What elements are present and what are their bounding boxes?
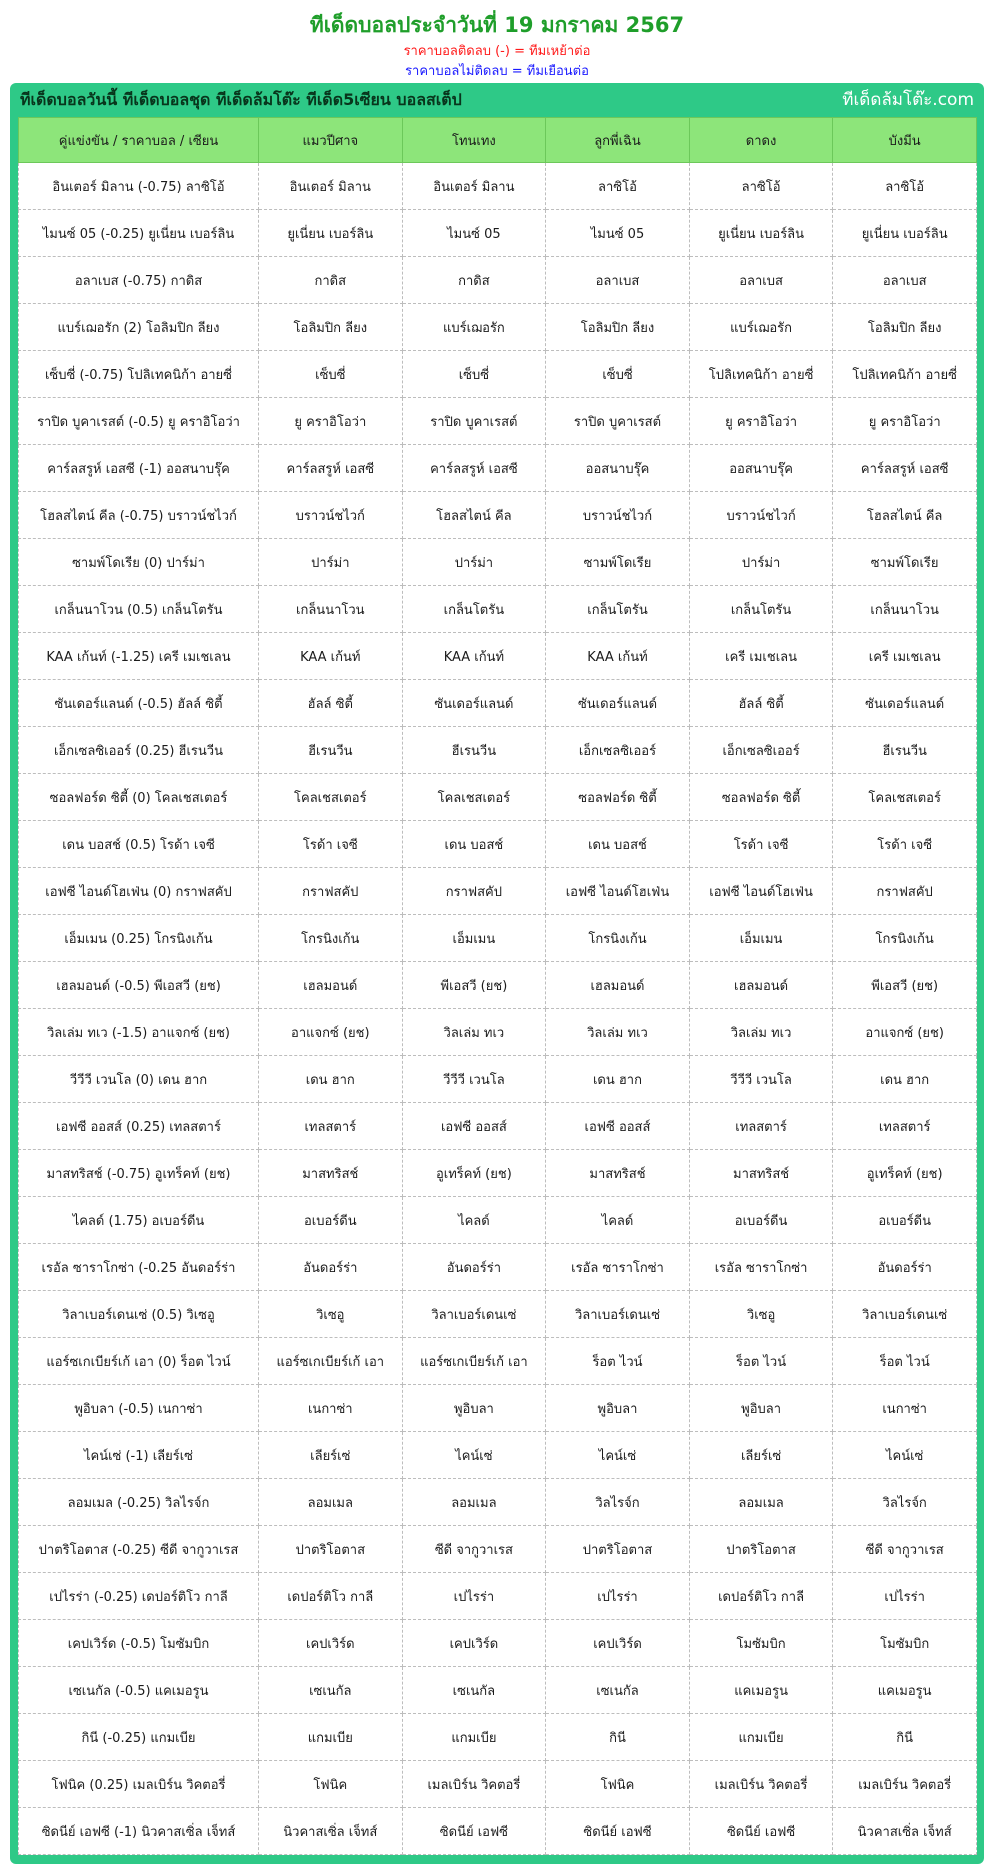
pick-cell: เมลเบิร์น วิคตอรี่ <box>833 1761 977 1808</box>
table-row <box>19 633 977 680</box>
pick-cell: เลียร์เซ่ <box>689 1432 833 1479</box>
pick-cell: เซเนกัล <box>259 1667 403 1714</box>
table-row <box>19 1009 977 1056</box>
pick-cell: อันดอร์ร่า <box>402 1244 546 1291</box>
pick-cell: ร็อต ไวน์ <box>689 1338 833 1385</box>
pick-cell: ปาร์ม่า <box>689 539 833 586</box>
pick-cell: ลอมเมล <box>259 1479 403 1526</box>
pick-cell: โฟนิค <box>546 1761 690 1808</box>
pick-cell: วิลเล่ม ทเว <box>402 1009 546 1056</box>
match-cell: คาร์ลสรูห์ เอสซี (-1) ออสนาบรุ๊ค <box>19 445 259 492</box>
pick-cell: ซิดนีย์ เอฟซี <box>689 1808 833 1855</box>
pick-cell: กราฟสคัป <box>259 868 403 915</box>
table-row <box>19 680 977 727</box>
match-cell: ซอลฟอร์ด ซิตี้ (0) โคลเชสเตอร์ <box>19 774 259 821</box>
pick-cell: วีวีวี เวนโล <box>402 1056 546 1103</box>
pick-cell: โกรนิงเก้น <box>546 915 690 962</box>
pick-cell: เนกาซ่า <box>833 1385 977 1432</box>
pick-cell: ไมนซ์ 05 <box>546 210 690 257</box>
pick-cell: วิลเล่ม ทเว <box>689 1009 833 1056</box>
table-row <box>19 962 977 1009</box>
pick-cell: เกล็นนาโวน <box>833 586 977 633</box>
match-cell: เกล็นนาโวน (0.5) เกล็นโตรัน <box>19 586 259 633</box>
pick-cell: พูอิบลา <box>402 1385 546 1432</box>
pick-cell: เกล็นโตรัน <box>689 586 833 633</box>
pick-cell: เซ็บซี่ <box>259 351 403 398</box>
match-cell: เอ็กเซลซิเออร์ (0.25) ฮีเรนวีน <box>19 727 259 774</box>
pick-cell: กราฟสคัป <box>402 868 546 915</box>
pick-cell: เอ็กเซลซิเออร์ <box>546 727 690 774</box>
match-cell: โฟนิค (0.25) เมลเบิร์น วิคตอรี่ <box>19 1761 259 1808</box>
pick-cell: เคปเวิร์ด <box>546 1620 690 1667</box>
pick-cell: โมซัมบิก <box>833 1620 977 1667</box>
pick-cell: เทลสตาร์ <box>689 1103 833 1150</box>
table-row <box>19 163 977 210</box>
pick-cell: กราฟสคัป <box>833 868 977 915</box>
pick-cell: บราวน์ชไวก์ <box>546 492 690 539</box>
pick-cell: เกล็นโตรัน <box>402 586 546 633</box>
pick-cell: เมลเบิร์น วิคตอรี่ <box>402 1761 546 1808</box>
pick-cell: เอฟซี ไอนด์โฮเฟ่น <box>689 868 833 915</box>
match-cell: มาสทริสช์ (-0.75) อูเทร็คท์ (ยช) <box>19 1150 259 1197</box>
pick-cell: ยู คราอิโอว่า <box>689 398 833 445</box>
table-row <box>19 1338 977 1385</box>
match-cell: เคปเวิร์ด (-0.5) โมซัมบิก <box>19 1620 259 1667</box>
pick-cell: ราปิด บูคาเรสต์ <box>402 398 546 445</box>
pick-cell: ไคน์เซ่ <box>833 1432 977 1479</box>
pick-cell: ลาซิโอ้ <box>546 163 690 210</box>
pick-cell: พีเอสวี (ยช) <box>833 962 977 1009</box>
table-row <box>19 210 977 257</box>
pick-cell: อันดอร์ร่า <box>259 1244 403 1291</box>
tips-panel <box>10 83 984 1864</box>
pick-cell: พูอิบลา <box>689 1385 833 1432</box>
match-cell: เซเนกัล (-0.5) แคเมอรูน <box>19 1667 259 1714</box>
pick-cell: วิลไรจ์ก <box>833 1479 977 1526</box>
pick-cell: โกรนิงเก้น <box>259 915 403 962</box>
pick-cell: วิลาเบอร์เดนเซ่ <box>833 1291 977 1338</box>
pick-cell: นิวคาสเซิ่ล เจ็ทส์ <box>833 1808 977 1855</box>
table-row <box>19 1761 977 1808</box>
column-header-tipster: โทนเทง <box>402 118 546 163</box>
pick-cell: ยูเนี่ยน เบอร์ลิน <box>689 210 833 257</box>
pick-cell: บราวน์ชไวก์ <box>689 492 833 539</box>
pick-cell: อันดอร์ร่า <box>833 1244 977 1291</box>
match-cell: เอฟซี ออสส์ (0.25) เทลสตาร์ <box>19 1103 259 1150</box>
pick-cell: เอฟซี ออสส์ <box>546 1103 690 1150</box>
tips-table <box>18 117 977 1855</box>
pick-cell: เฮลมอนด์ <box>689 962 833 1009</box>
pick-cell: ซันเดอร์แลนด์ <box>402 680 546 727</box>
match-cell: ซิดนีย์ เอฟซี (-1) นิวคาสเซิ่ล เจ็ทส์ <box>19 1808 259 1855</box>
pick-cell: แอร์ซเกเบียร์เก้ เอา <box>402 1338 546 1385</box>
pick-cell: เซเนกัล <box>546 1667 690 1714</box>
match-cell: เรอัล ซาราโกซ่า (-0.25 อันดอร์ร่า <box>19 1244 259 1291</box>
pick-cell: วิลเล่ม ทเว <box>546 1009 690 1056</box>
match-cell: ปาตริโอตาส (-0.25) ซีดี จากูวาเรส <box>19 1526 259 1573</box>
pick-cell: ซันเดอร์แลนด์ <box>833 680 977 727</box>
pick-cell: ไคน์เซ่ <box>402 1432 546 1479</box>
match-cell: ซามพ์โดเรีย (0) ปาร์ม่า <box>19 539 259 586</box>
pick-cell: เกล็นโตรัน <box>546 586 690 633</box>
pick-cell: เครี เมเชเลน <box>689 633 833 680</box>
pick-cell: อเบอร์ดีน <box>259 1197 403 1244</box>
pick-cell: เอฟซี ไอนด์โฮเฟ่น <box>546 868 690 915</box>
pick-cell: โกรนิงเก้น <box>833 915 977 962</box>
pick-cell: โฮลสไตน์ คีล <box>833 492 977 539</box>
pick-cell: พีเอสวี (ยช) <box>402 962 546 1009</box>
pick-cell: ยู คราอิโอว่า <box>259 398 403 445</box>
table-row <box>19 1103 977 1150</box>
pick-cell: กาดิส <box>259 257 403 304</box>
pick-cell: อลาเบส <box>546 257 690 304</box>
match-cell: อลาเบส (-0.75) กาดิส <box>19 257 259 304</box>
pick-cell: อินเตอร์ มิลาน <box>259 163 403 210</box>
pick-cell: ซามพ์โดเรีย <box>546 539 690 586</box>
pick-cell: แบร์เฌอรัก <box>402 304 546 351</box>
match-cell: เฮลมอนด์ (-0.5) พีเอสวี (ยช) <box>19 962 259 1009</box>
pick-cell: ออสนาบรุ๊ค <box>689 445 833 492</box>
pick-cell: แกมเบีย <box>402 1714 546 1761</box>
pick-cell: เซ็บซี่ <box>402 351 546 398</box>
pick-cell: เอฟซี ออสส์ <box>402 1103 546 1150</box>
pick-cell: ซอลฟอร์ด ซิตี้ <box>546 774 690 821</box>
pick-cell: ปาตริโอตาส <box>546 1526 690 1573</box>
site-name[interactable]: ทีเด็ดล้มโต๊ะ.com <box>842 90 974 110</box>
pick-cell: โรด้า เจซี <box>689 821 833 868</box>
pick-cell: อูเทร็คท์ (ยช) <box>402 1150 546 1197</box>
pick-cell: อาแจกซ์ (ยช) <box>833 1009 977 1056</box>
pick-cell: ลอมเมล <box>689 1479 833 1526</box>
table-row <box>19 1526 977 1573</box>
table-row <box>19 774 977 821</box>
pick-cell: โอลิมปิก ลียง <box>546 304 690 351</box>
pick-cell: อลาเบส <box>689 257 833 304</box>
table-row <box>19 868 977 915</box>
match-cell: วีวีวี เวนโล (0) เดน ฮาก <box>19 1056 259 1103</box>
match-cell: แบร์เฌอรัก (2) โอลิมปิก ลียง <box>19 304 259 351</box>
pick-cell: ออสนาบรุ๊ค <box>546 445 690 492</box>
pick-cell: เดน ฮาก <box>259 1056 403 1103</box>
pick-cell: ยูเนี่ยน เบอร์ลิน <box>833 210 977 257</box>
match-cell: ไคลด์ (1.75) อเบอร์ดีน <box>19 1197 259 1244</box>
pick-cell: ร็อต ไวน์ <box>546 1338 690 1385</box>
pick-cell: เซ็บซี่ <box>546 351 690 398</box>
pick-cell: KAA เก้นท์ <box>546 633 690 680</box>
pick-cell: ลอมเมล <box>402 1479 546 1526</box>
match-cell: กินี (-0.25) แกมเบีย <box>19 1714 259 1761</box>
match-cell: โฮลสไตน์ คีล (-0.75) บราวน์ชไวก์ <box>19 492 259 539</box>
table-row <box>19 1150 977 1197</box>
pick-cell: เครี เมเชเลน <box>833 633 977 680</box>
pick-cell: กินี <box>833 1714 977 1761</box>
column-header-tipster: ดาดง <box>689 118 833 163</box>
match-cell: ราปิด บูคาเรสต์ (-0.5) ยู คราอิโอว่า <box>19 398 259 445</box>
pick-cell: แบร์เฌอรัก <box>689 304 833 351</box>
odds-note-away: ราคาบอลไม่ติดลบ = ทีมเยือนต่อ <box>405 64 589 79</box>
column-header-tipster: แมวปีศาจ <box>259 118 403 163</box>
pick-cell: KAA เก้นท์ <box>402 633 546 680</box>
pick-cell: คาร์ลสรูห์ เอสซี <box>259 445 403 492</box>
pick-cell: เดปอร์ติโว กาลี <box>689 1573 833 1620</box>
match-cell: เปไรร่า (-0.25) เดปอร์ติโว กาลี <box>19 1573 259 1620</box>
match-cell: ซันเดอร์แลนด์ (-0.5) ฮัลล์ ซิตี้ <box>19 680 259 727</box>
pick-cell: เดน ฮาก <box>833 1056 977 1103</box>
table-row <box>19 257 977 304</box>
pick-cell: ไมนซ์ 05 <box>402 210 546 257</box>
pick-cell: ร็อต ไวน์ <box>833 1338 977 1385</box>
table-row <box>19 492 977 539</box>
pick-cell: วิลาเบอร์เดนเซ่ <box>402 1291 546 1338</box>
table-row <box>19 351 977 398</box>
table-row <box>19 1056 977 1103</box>
table-row <box>19 398 977 445</box>
pick-cell: วีวีวี เวนโล <box>689 1056 833 1103</box>
pick-cell: ลาซิโอ้ <box>689 163 833 210</box>
pick-cell: โอลิมปิก ลียง <box>833 304 977 351</box>
pick-cell: เคปเวิร์ด <box>402 1620 546 1667</box>
pick-cell: คาร์ลสรูห์ เอสซี <box>402 445 546 492</box>
table-row <box>19 586 977 633</box>
pick-cell: ซิดนีย์ เอฟซี <box>546 1808 690 1855</box>
pick-cell: เปไรร่า <box>833 1573 977 1620</box>
pick-cell: อูเทร็คท์ (ยช) <box>833 1150 977 1197</box>
column-header-tipster: ลูกพี่เฉิน <box>546 118 690 163</box>
pick-cell: ซิดนีย์ เอฟซี <box>402 1808 546 1855</box>
pick-cell: แคเมอรูน <box>833 1667 977 1714</box>
pick-cell: ปาร์ม่า <box>259 539 403 586</box>
pick-cell: อลาเบส <box>833 257 977 304</box>
match-cell: อินเตอร์ มิลาน (-0.75) ลาซิโอ้ <box>19 163 259 210</box>
table-row <box>19 727 977 774</box>
pick-cell: อเบอร์ดีน <box>689 1197 833 1244</box>
page-title: ทีเด็ดบอลประจำวันที่ 19 มกราคม 2567 <box>309 13 685 37</box>
pick-cell: กาดิส <box>402 257 546 304</box>
pick-cell: ฮีเรนวีน <box>259 727 403 774</box>
pick-cell: ราปิด บูคาเรสต์ <box>546 398 690 445</box>
pick-cell: ยู คราอิโอว่า <box>833 398 977 445</box>
pick-cell: โอลิมปิก ลียง <box>259 304 403 351</box>
pick-cell: โรด้า เจซี <box>833 821 977 868</box>
match-cell: พูอิบลา (-0.5) เนกาซ่า <box>19 1385 259 1432</box>
table-row <box>19 1667 977 1714</box>
pick-cell: เดน บอสช์ <box>546 821 690 868</box>
pick-cell: ซันเดอร์แลนด์ <box>546 680 690 727</box>
pick-cell: โฟนิค <box>259 1761 403 1808</box>
pick-cell: พูอิบลา <box>546 1385 690 1432</box>
pick-cell: เทลสตาร์ <box>259 1103 403 1150</box>
pick-cell: ซีดี จากูวาเรส <box>833 1526 977 1573</box>
pick-cell: เฮลมอนด์ <box>546 962 690 1009</box>
pick-cell: ไคลด์ <box>546 1197 690 1244</box>
match-cell: ลอมเมล (-0.25) วิลไรจ์ก <box>19 1479 259 1526</box>
pick-cell: วิเซอู <box>259 1291 403 1338</box>
pick-cell: โปลิเทคนิก้า อายซี่ <box>689 351 833 398</box>
table-row <box>19 1385 977 1432</box>
table-row <box>19 1620 977 1667</box>
match-cell: เดน บอสช์ (0.5) โรด้า เจซี <box>19 821 259 868</box>
pick-cell: โฮลสไตน์ คีล <box>402 492 546 539</box>
pick-cell: เทลสตาร์ <box>833 1103 977 1150</box>
pick-cell: เดน ฮาก <box>546 1056 690 1103</box>
pick-cell: โคลเชสเตอร์ <box>833 774 977 821</box>
pick-cell: ฮัลล์ ซิตี้ <box>259 680 403 727</box>
match-cell: ไคน์เซ่ (-1) เลียร์เซ่ <box>19 1432 259 1479</box>
pick-cell: โรด้า เจซี <box>259 821 403 868</box>
table-row <box>19 445 977 492</box>
pick-cell: เรอัล ซาราโกซ่า <box>546 1244 690 1291</box>
pick-cell: ฮัลล์ ซิตี้ <box>689 680 833 727</box>
pick-cell: ฮีเรนวีน <box>402 727 546 774</box>
pick-cell: ยูเนี่ยน เบอร์ลิน <box>259 210 403 257</box>
table-row <box>19 1197 977 1244</box>
pick-cell: แคเมอรูน <box>689 1667 833 1714</box>
table-row <box>19 1714 977 1761</box>
table-row <box>19 304 977 351</box>
pick-cell: นิวคาสเซิ่ล เจ็ทส์ <box>259 1808 403 1855</box>
pick-cell: มาสทริสช์ <box>689 1150 833 1197</box>
pick-cell: แกมเบีย <box>259 1714 403 1761</box>
pick-cell: เอ็มเมน <box>689 915 833 962</box>
match-cell: เอ็มเมน (0.25) โกรนิงเก้น <box>19 915 259 962</box>
table-row <box>19 539 977 586</box>
pick-cell: มาสทริสช์ <box>546 1150 690 1197</box>
table-row <box>19 915 977 962</box>
match-cell: KAA เก้นท์ (-1.25) เครี เมเชเลน <box>19 633 259 680</box>
pick-cell: แอร์ซเกเบียร์เก้ เอา <box>259 1338 403 1385</box>
pick-cell: เปไรร่า <box>546 1573 690 1620</box>
pick-cell: เมลเบิร์น วิคตอรี่ <box>689 1761 833 1808</box>
pick-cell: วิลไรจ์ก <box>546 1479 690 1526</box>
pick-cell: ซามพ์โดเรีย <box>833 539 977 586</box>
match-cell: เซ็บซี่ (-0.75) โปลิเทคนิก้า อายซี่ <box>19 351 259 398</box>
pick-cell: ไคน์เซ่ <box>546 1432 690 1479</box>
pick-cell: เลียร์เซ่ <box>259 1432 403 1479</box>
pick-cell: เนกาซ่า <box>259 1385 403 1432</box>
pick-cell: อินเตอร์ มิลาน <box>402 163 546 210</box>
banner-heading: ทีเด็ดบอลวันนี้ ทีเด็ดบอลชุด ทีเด็ดล้มโต๊ะ ทีเด็ด5เซียน บอลสเต็ป <box>20 90 462 109</box>
column-header-tipster: บังมีน <box>833 118 977 163</box>
pick-cell: ฮีเรนวีน <box>833 727 977 774</box>
panel-banner <box>10 83 984 117</box>
pick-cell: เดปอร์ติโว กาลี <box>259 1573 403 1620</box>
column-header-match: คู่แข่งขัน / ราคาบอล / เซียน <box>19 118 259 163</box>
pick-cell: เดน บอสช์ <box>402 821 546 868</box>
match-cell: แอร์ซเกเบียร์เก้ เอา (0) ร็อต ไวน์ <box>19 1338 259 1385</box>
pick-cell: เอ็มเมน <box>402 915 546 962</box>
table-row <box>19 1808 977 1855</box>
table-body <box>19 163 977 1855</box>
pick-cell: กินี <box>546 1714 690 1761</box>
pick-cell: ไคลด์ <box>402 1197 546 1244</box>
pick-cell: เคปเวิร์ด <box>259 1620 403 1667</box>
pick-cell: ปาตริโอตาส <box>689 1526 833 1573</box>
pick-cell: เกล็นนาโวน <box>259 586 403 633</box>
pick-cell: เฮลมอนด์ <box>259 962 403 1009</box>
pick-cell: KAA เก้นท์ <box>259 633 403 680</box>
pick-cell: มาสทริสช์ <box>259 1150 403 1197</box>
table-row <box>19 821 977 868</box>
pick-cell: ลาซิโอ้ <box>833 163 977 210</box>
table-header-row <box>19 118 977 163</box>
pick-cell: โคลเชสเตอร์ <box>259 774 403 821</box>
match-cell: วิลเล่ม ทเว (-1.5) อาแจกซ์ (ยช) <box>19 1009 259 1056</box>
table-row <box>19 1244 977 1291</box>
pick-cell: เรอัล ซาราโกซ่า <box>689 1244 833 1291</box>
pick-cell: โมซัมบิก <box>689 1620 833 1667</box>
pick-cell: ซีดี จากูวาเรส <box>402 1526 546 1573</box>
match-cell: ไมนซ์ 05 (-0.25) ยูเนี่ยน เบอร์ลิน <box>19 210 259 257</box>
match-cell: วิลาเบอร์เดนเซ่ (0.5) วิเซอู <box>19 1291 259 1338</box>
pick-cell: อเบอร์ดีน <box>833 1197 977 1244</box>
pick-cell: โปลิเทคนิก้า อายซี่ <box>833 351 977 398</box>
match-cell: เอฟซี ไอนด์โฮเฟ่น (0) กราฟสคัป <box>19 868 259 915</box>
pick-cell: ปาร์ม่า <box>402 539 546 586</box>
pick-cell: วิลาเบอร์เดนเซ่ <box>546 1291 690 1338</box>
pick-cell: เซเนกัล <box>402 1667 546 1714</box>
pick-cell: เปไรร่า <box>402 1573 546 1620</box>
pick-cell: โคลเชสเตอร์ <box>402 774 546 821</box>
table-row <box>19 1291 977 1338</box>
table-row <box>19 1432 977 1479</box>
pick-cell: บราวน์ชไวก์ <box>259 492 403 539</box>
pick-cell: ซอลฟอร์ด ซิตี้ <box>689 774 833 821</box>
table-row <box>19 1573 977 1620</box>
pick-cell: ปาตริโอตาส <box>259 1526 403 1573</box>
pick-cell: อาแจกซ์ (ยช) <box>259 1009 403 1056</box>
pick-cell: คาร์ลสรูห์ เอสซี <box>833 445 977 492</box>
pick-cell: เอ็กเซลซิเออร์ <box>689 727 833 774</box>
pick-cell: วิเซอู <box>689 1291 833 1338</box>
odds-note-home: ราคาบอลติดลบ (-) = ทีมเหย้าต่อ <box>403 44 591 59</box>
table-row <box>19 1479 977 1526</box>
pick-cell: แกมเบีย <box>689 1714 833 1761</box>
